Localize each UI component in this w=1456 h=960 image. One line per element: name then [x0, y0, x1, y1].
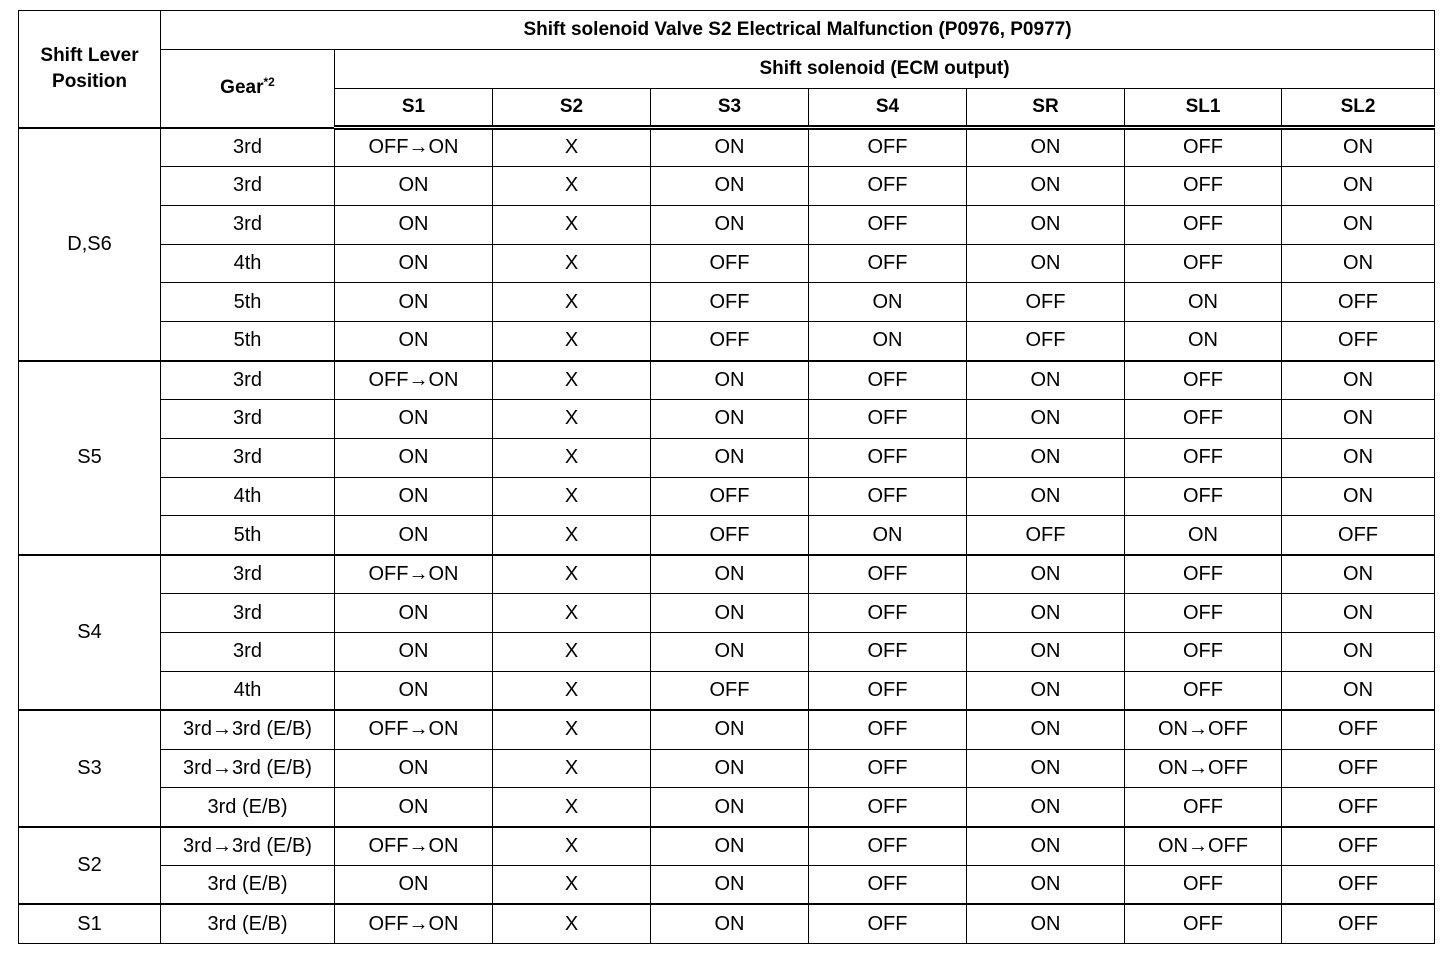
cell-s3: ON [651, 594, 809, 633]
cell-s1: ON [335, 438, 493, 477]
column-header-s3: S3 [651, 89, 809, 128]
cell-s2: X [493, 827, 651, 866]
cell-s1: ON [335, 283, 493, 322]
shift-lever-position-cell: S2 [19, 827, 161, 905]
table-row [19, 555, 1435, 594]
cell-sl2: OFF [1282, 749, 1435, 788]
shift-lever-position-cell: S1 [19, 904, 161, 943]
cell-sl2: ON [1282, 594, 1435, 633]
gear-cell: 3rd→3rd (E/B) [161, 827, 335, 866]
cell-sl1: ON [1125, 283, 1282, 322]
cell-s4: OFF [809, 555, 967, 594]
table-row [19, 866, 1435, 905]
gear-cell: 5th [161, 322, 335, 361]
gear-cell: 3rd [161, 399, 335, 438]
gear-cell: 3rd→3rd (E/B) [161, 710, 335, 749]
table-row [19, 516, 1435, 555]
gear-cell: 3rd [161, 128, 335, 167]
cell-s4: OFF [809, 671, 967, 710]
cell-s3: ON [651, 555, 809, 594]
shift-lever-position-cell: S3 [19, 710, 161, 827]
gear-cell: 3rd [161, 205, 335, 244]
cell-s3: OFF [651, 516, 809, 555]
cell-sr: ON [967, 399, 1125, 438]
cell-sl1: ON→OFF [1125, 827, 1282, 866]
column-header-sr: SR [967, 89, 1125, 128]
cell-s4: OFF [809, 244, 967, 283]
cell-sr: ON [967, 594, 1125, 633]
cell-s1: ON [335, 632, 493, 671]
table-row [19, 671, 1435, 710]
cell-sl1: ON [1125, 516, 1282, 555]
cell-s2: X [493, 322, 651, 361]
gear-cell: 3rd [161, 166, 335, 205]
cell-s4: OFF [809, 904, 967, 943]
cell-s2: X [493, 749, 651, 788]
cell-s4: OFF [809, 205, 967, 244]
cell-s3: ON [651, 166, 809, 205]
cell-s4: ON [809, 516, 967, 555]
cell-sr: ON [967, 710, 1125, 749]
cell-sl1: OFF [1125, 244, 1282, 283]
cell-sl1: OFF [1125, 205, 1282, 244]
cell-sr: ON [967, 477, 1125, 516]
cell-s2: X [493, 710, 651, 749]
gear-cell: 5th [161, 516, 335, 555]
shift-lever-position-cell: S4 [19, 555, 161, 710]
table-body [19, 128, 1435, 944]
column-header-s4: S4 [809, 89, 967, 128]
cell-sr: ON [967, 788, 1125, 827]
table-row [19, 438, 1435, 477]
cell-sl2: ON [1282, 166, 1435, 205]
cell-s4: OFF [809, 399, 967, 438]
cell-sl2: ON [1282, 244, 1435, 283]
cell-s1: OFF→ON [335, 827, 493, 866]
gear-cell: 5th [161, 283, 335, 322]
cell-sr: ON [967, 866, 1125, 905]
gear-header-label: Gear [220, 77, 264, 99]
cell-s1: ON [335, 322, 493, 361]
cell-sl2: ON [1282, 555, 1435, 594]
cell-s1: OFF→ON [335, 710, 493, 749]
cell-s3: OFF [651, 244, 809, 283]
shift-solenoid-header: Shift solenoid (ECM output) [335, 50, 1435, 89]
cell-s3: ON [651, 749, 809, 788]
cell-s1: OFF→ON [335, 904, 493, 943]
cell-sl2: OFF [1282, 283, 1435, 322]
cell-s4: OFF [809, 128, 967, 167]
cell-sl2: ON [1282, 205, 1435, 244]
cell-sl2: OFF [1282, 516, 1435, 555]
table-row [19, 322, 1435, 361]
cell-sl2: ON [1282, 477, 1435, 516]
shift-lever-position-header [19, 11, 161, 128]
cell-sl2: OFF [1282, 788, 1435, 827]
table-row [19, 710, 1435, 749]
cell-s4: OFF [809, 594, 967, 633]
cell-sr: ON [967, 205, 1125, 244]
cell-s4: OFF [809, 438, 967, 477]
cell-sl2: OFF [1282, 866, 1435, 905]
cell-s2: X [493, 904, 651, 943]
cell-sr: ON [967, 632, 1125, 671]
cell-s2: X [493, 788, 651, 827]
cell-s1: ON [335, 788, 493, 827]
gear-cell: 3rd [161, 632, 335, 671]
cell-sl1: OFF [1125, 671, 1282, 710]
cell-sl2: ON [1282, 128, 1435, 167]
cell-s2: X [493, 244, 651, 283]
cell-s2: X [493, 477, 651, 516]
table-row [19, 904, 1435, 943]
cell-s1: ON [335, 866, 493, 905]
cell-s3: ON [651, 399, 809, 438]
table-row [19, 477, 1435, 516]
shift-lever-position-cell: S5 [19, 361, 161, 555]
cell-s1: ON [335, 399, 493, 438]
cell-sl2: OFF [1282, 710, 1435, 749]
gear-cell: 3rd (E/B) [161, 904, 335, 943]
cell-s3: ON [651, 632, 809, 671]
cell-sl1: OFF [1125, 128, 1282, 167]
cell-sr: ON [967, 671, 1125, 710]
cell-s4: ON [809, 322, 967, 361]
cell-s2: X [493, 632, 651, 671]
cell-s3: ON [651, 904, 809, 943]
cell-sr: OFF [967, 516, 1125, 555]
cell-s1: OFF→ON [335, 555, 493, 594]
cell-s1: ON [335, 166, 493, 205]
cell-s4: OFF [809, 866, 967, 905]
table-header [19, 11, 1435, 128]
cell-s3: ON [651, 128, 809, 167]
cell-sl2: OFF [1282, 322, 1435, 361]
table-row [19, 128, 1435, 167]
column-header-s1: S1 [335, 89, 493, 128]
cell-sl2: OFF [1282, 904, 1435, 943]
cell-s4: ON [809, 283, 967, 322]
cell-s3: ON [651, 438, 809, 477]
gear-cell: 3rd [161, 555, 335, 594]
cell-sr: ON [967, 361, 1125, 400]
cell-s1: ON [335, 477, 493, 516]
cell-s2: X [493, 516, 651, 555]
cell-sl1: OFF [1125, 166, 1282, 205]
cell-s1: ON [335, 205, 493, 244]
cell-s1: ON [335, 749, 493, 788]
cell-sr: ON [967, 244, 1125, 283]
cell-sl1: ON→OFF [1125, 710, 1282, 749]
cell-s2: X [493, 128, 651, 167]
table-row [19, 166, 1435, 205]
cell-sr: OFF [967, 283, 1125, 322]
table-row [19, 749, 1435, 788]
cell-sr: ON [967, 166, 1125, 205]
cell-s3: ON [651, 788, 809, 827]
cell-s1: OFF→ON [335, 361, 493, 400]
table-row [19, 594, 1435, 633]
cell-sl1: OFF [1125, 594, 1282, 633]
shift-lever-header-line1: Shift Lever [40, 44, 139, 66]
cell-s3: ON [651, 827, 809, 866]
table-row [19, 632, 1435, 671]
cell-s2: X [493, 166, 651, 205]
cell-s2: X [493, 399, 651, 438]
table-title: Shift solenoid Valve S2 Electrical Malfunction (P0976, P0977) [161, 11, 1435, 50]
cell-sl1: OFF [1125, 788, 1282, 827]
cell-s3: ON [651, 866, 809, 905]
gear-cell: 3rd→3rd (E/B) [161, 749, 335, 788]
gear-header [161, 50, 335, 128]
cell-sl1: OFF [1125, 632, 1282, 671]
gear-cell: 3rd (E/B) [161, 866, 335, 905]
cell-sl2: ON [1282, 632, 1435, 671]
cell-s1: ON [335, 671, 493, 710]
cell-s3: OFF [651, 322, 809, 361]
cell-s4: OFF [809, 632, 967, 671]
cell-sl2: ON [1282, 399, 1435, 438]
table-row [19, 399, 1435, 438]
cell-sl1: OFF [1125, 399, 1282, 438]
cell-sr: ON [967, 827, 1125, 866]
gear-cell: 4th [161, 671, 335, 710]
cell-sr: ON [967, 438, 1125, 477]
cell-sl1: ON [1125, 322, 1282, 361]
cell-s3: ON [651, 710, 809, 749]
cell-s1: ON [335, 594, 493, 633]
cell-s2: X [493, 283, 651, 322]
cell-sr: ON [967, 749, 1125, 788]
solenoid-table [18, 10, 1435, 944]
cell-s2: X [493, 205, 651, 244]
cell-sl1: ON→OFF [1125, 749, 1282, 788]
gear-cell: 3rd [161, 594, 335, 633]
gear-cell: 3rd (E/B) [161, 788, 335, 827]
cell-sl1: OFF [1125, 361, 1282, 400]
cell-sl2: ON [1282, 361, 1435, 400]
cell-s4: OFF [809, 749, 967, 788]
cell-s3: OFF [651, 477, 809, 516]
cell-sr: OFF [967, 322, 1125, 361]
gear-footnote-mark: *2 [263, 75, 275, 90]
column-header-sl1: SL1 [1125, 89, 1282, 128]
cell-s3: ON [651, 205, 809, 244]
cell-s4: OFF [809, 827, 967, 866]
cell-s2: X [493, 866, 651, 905]
cell-s3: OFF [651, 283, 809, 322]
shift-lever-header-line2: Position [52, 70, 127, 92]
cell-s4: OFF [809, 788, 967, 827]
cell-s2: X [493, 671, 651, 710]
column-header-s2: S2 [493, 89, 651, 128]
cell-sl1: OFF [1125, 477, 1282, 516]
cell-s3: OFF [651, 671, 809, 710]
cell-s4: OFF [809, 361, 967, 400]
cell-sl1: OFF [1125, 438, 1282, 477]
cell-sl2: OFF [1282, 827, 1435, 866]
shift-lever-position-cell: D,S6 [19, 128, 161, 361]
cell-s2: X [493, 594, 651, 633]
cell-s4: OFF [809, 710, 967, 749]
table-row [19, 361, 1435, 400]
cell-sl2: ON [1282, 438, 1435, 477]
cell-sl1: OFF [1125, 904, 1282, 943]
column-header-sl2: SL2 [1282, 89, 1435, 128]
cell-sl1: OFF [1125, 555, 1282, 594]
cell-sr: ON [967, 555, 1125, 594]
cell-s1: ON [335, 244, 493, 283]
cell-sl1: OFF [1125, 866, 1282, 905]
table-row [19, 788, 1435, 827]
gear-cell: 4th [161, 244, 335, 283]
gear-cell: 4th [161, 477, 335, 516]
table-row [19, 283, 1435, 322]
cell-s1: OFF→ON [335, 128, 493, 167]
cell-s1: ON [335, 516, 493, 555]
cell-sr: ON [967, 128, 1125, 167]
cell-sl2: ON [1282, 671, 1435, 710]
cell-sr: ON [967, 904, 1125, 943]
table-row [19, 244, 1435, 283]
cell-s2: X [493, 361, 651, 400]
cell-s4: OFF [809, 166, 967, 205]
gear-cell: 3rd [161, 438, 335, 477]
table-row [19, 205, 1435, 244]
table-row [19, 827, 1435, 866]
gear-cell: 3rd [161, 361, 335, 400]
cell-s2: X [493, 555, 651, 594]
cell-s2: X [493, 438, 651, 477]
cell-s4: OFF [809, 477, 967, 516]
cell-s3: ON [651, 361, 809, 400]
